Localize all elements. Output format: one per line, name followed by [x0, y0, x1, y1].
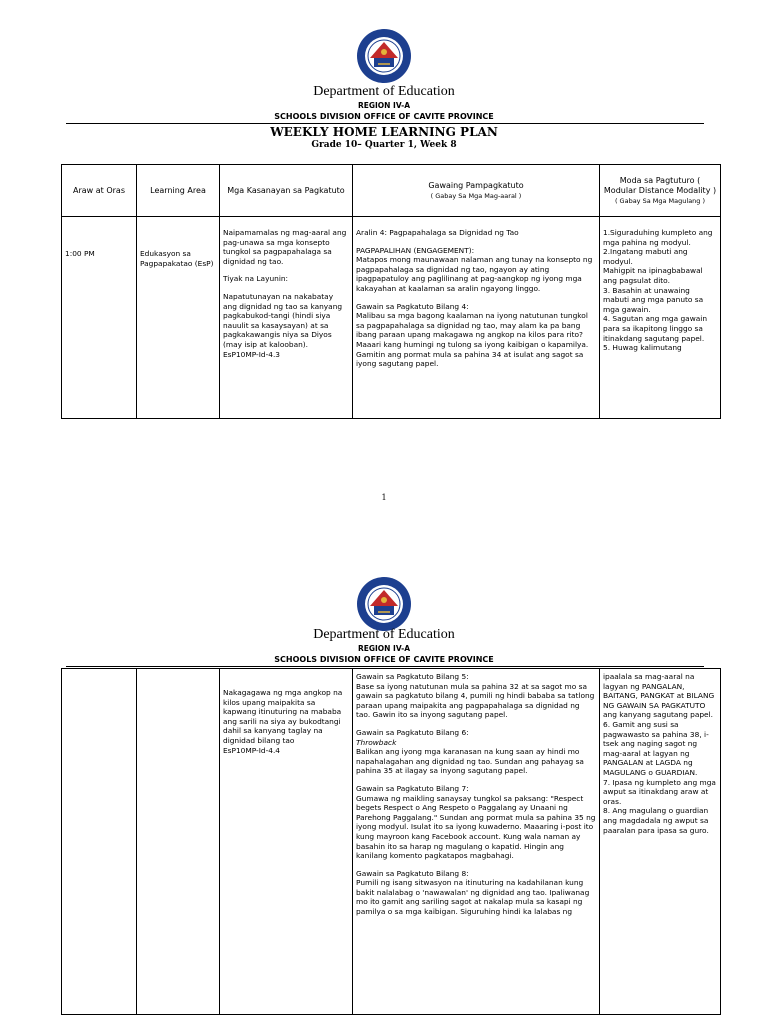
page-2 [0, 520, 768, 1024]
header-mode-sub: ( Gabay Sa Mga Magulang ) [614, 196, 706, 205]
mode-item: 7. Ipasa ng kumpleto ang mga awput sa itinakdang araw at oras. [603, 777, 716, 806]
header-activities-sub: ( Gabay Sa Mga Mag-aaral ) [430, 191, 522, 200]
header-skills: Mga Kasanayan sa Pagkatuto [220, 165, 353, 217]
division-label: SCHOOLS DIVISION OFFICE OF CAVITE PROVINCE [274, 655, 494, 664]
skills-cell [220, 217, 353, 419]
time-cell [62, 669, 137, 1015]
activity-heading: PAGPAPALIHAN (ENGAGEMENT): [356, 245, 475, 255]
skill-objective-label: Tiyak na Layunin: [223, 274, 289, 284]
region-label: REGION IV-A [357, 644, 411, 653]
activity-heading: Gawain sa Pagkatuto Bilang 8: [356, 868, 469, 878]
mode-item: 4. Sagutan ang mga gawain para sa ikapitong linggo sa itinakdang sagutang papel. [603, 314, 708, 343]
learning-area-cell [137, 669, 220, 1015]
mode-cell [600, 217, 721, 419]
mode-item: 2.Ingatang mabuti ang modyul. [603, 247, 688, 266]
header-mode [600, 165, 721, 217]
activity-heading: Gawain sa Pagkatuto Bilang 5: [356, 672, 469, 681]
mode-item: Mahigpit na ipinagbabawal ang pagsulat dito. [603, 266, 703, 285]
activity-body: Base sa iyong natutunan mula sa pahina 32 at sa sagot mo sa gawain sa pagkatuto bilang 4, pumili ng hindi bababa sa tatlong paraan upang maipakita ang pagpapahalaga sa dignidad ng tao. Gawin ito sa inyong sagutang papel. [356, 681, 595, 720]
skill-text: Napatutunayan na nakabatay ang dignidad ng tao sa kanyang pagkabukod-tangi (hindi siya nauulit sa kasaysayan) at sa pagkakawangis niya sa Diyos [223, 291, 343, 340]
activity-body: Balikan ang iyong mga karanasan na kung saan ay hindi mo napahalagahan ang dignidad ng tao. Sundan ang pahayag sa pahina 35 at ilagay sa inyong sagutang papel. [356, 747, 584, 776]
activity-body: Malibau sa mga bagong kaalaman na iyong natutunan tungkol sa pagpapahalaga sa dignidad ng tao, may alam ka pa bang ibang paraan upang makagawa ng angkop na kilos para rito? Maaari kang humingi ng tulong sa iyong kaibigan o kapamilya. Gamitin ang pormat mula sa pahina 34 at isulat ang sagot sa iyong sagutang papel. [356, 311, 589, 369]
region-label: REGION IV-A [357, 101, 411, 110]
learning-area-cell: Edukasyon sa Pagpapakatao (EsP) [137, 217, 220, 419]
mode-item: 3. Basahin at unawaing mabuti ang mga panuto sa mga gawain. [603, 285, 704, 314]
skill-text: Naipamamalas ng mag-aaral ang pag-unawa sa mga konsepto tungkol sa pagpapahalaga sa dignidad ng tao. [223, 228, 347, 266]
activity-subheading: Throwback [356, 737, 397, 747]
learning-plan-table-continued [61, 668, 721, 1015]
lesson-title: Aralin 4: Pagpapahalaga sa Dignidad ng Tao [356, 228, 519, 237]
header-learning-area: Learning Area [137, 165, 220, 217]
activities-cell [353, 217, 600, 419]
mode-item: 6. Gamit ang susi sa pagwawasto sa pahina 38, i-tsek ang naging sagot ng mag-aaral at lagyan ng PANGALAN at LAGDA ng MAGULANG o GUARDIAN. [603, 719, 709, 777]
header-activities [353, 165, 600, 217]
page-number: 1 [381, 493, 387, 502]
grade-quarter-label: Grade 10– Quarter 1, Week 8 [311, 140, 457, 150]
time-cell: 1:00 PM [62, 217, 137, 419]
division-label: SCHOOLS DIVISION OFFICE OF CAVITE PROVINCE [274, 112, 494, 121]
header-mode-main: Moda sa Pagtuturo ( Modular Distance Modality ) [603, 175, 717, 195]
activity-body: Gumawa ng maikling sanaysay tungkol sa paksang: "Respect begets Respect o Ang Respeto o Paggalang ay Unaani ng Parehong Paggalang." Sundan ang pormat mula sa pahina 35 ng iyong modyul. Isulat ito sa iyong kuwaderno. Maaaring i-post ito kung mayroon kang Facebook account. Kung wala naman ay basahin ito sa harap ng magulang o kapatid. Hingin ang kanilang komento pagkatapos magbahagi. [356, 793, 596, 861]
skill-code: EsP10MP-Id-4.4 [223, 745, 281, 755]
activity-heading: Gawain sa Pagkatuto Bilang 7: [356, 783, 469, 793]
table-row [62, 217, 721, 419]
mode-item: 8. Ang magulang o guardian ang magdadala ng awput sa paaralan para ipasa sa guro. [603, 806, 709, 835]
plan-title: WEEKLY HOME LEARNING PLAN [270, 125, 498, 139]
deped-seal-icon [356, 28, 412, 84]
mode-item: 1.Siguraduhing kumpleto ang mga pahina ng modyul. [603, 228, 713, 247]
header-activities-main: Gawaing Pampagkatuto [428, 180, 524, 190]
activity-body: Pumili ng isang sitwasyon na itinuturing na kadahilanan kung bakit nalalabag o 'nawawalan' ng dignidad ang tao. Ipaliwanag mo ito gamit ang sariling sagot at nakalap mula sa kasapi ng pamilya o sa mga kaibigan. Siguruhing hindi ka lalabas ng [356, 878, 590, 917]
activity-heading: Gawain sa Pagkatuto Bilang 4: [356, 301, 469, 311]
department-title: Department of Education [313, 84, 455, 99]
deped-seal-icon [356, 576, 412, 632]
skills-cell [220, 669, 353, 1015]
skill-text: (may isip at kalooban). [223, 339, 309, 349]
header-rule [66, 123, 704, 124]
activities-cell [353, 669, 600, 1015]
department-title: Department of Education [313, 627, 455, 642]
skill-code: EsP10MP-Id-4.3 [223, 349, 281, 359]
skill-text: Nakagagawa ng mga angkop na kilos upang maipakita sa kapwang itinuturing na mababa ang sarili na siya ay bukodtangi dahil sa kanyang taglay na dignidad bilang tao [223, 688, 343, 745]
header-day-time: Araw at Oras [62, 165, 137, 217]
table-row [62, 669, 721, 1015]
activity-heading: Gawain sa Pagkatuto Bilang 6: [356, 727, 469, 737]
mode-item: ipaalala sa mag-aaral na lagyan ng PANGALAN, BAITANG, PANGKAT at BILANG NG GAWAIN SA PAGKATUTO ang kanyang sagutang papel. [603, 672, 715, 720]
header-rule [66, 666, 704, 667]
learning-plan-table [61, 164, 721, 419]
table-header-row [62, 165, 721, 217]
mode-cell [600, 669, 721, 1015]
activity-body: Matapos mong maunawaan nalaman ang tunay na konsepto ng pagpapahalaga sa dignidad ng tao, ngayon ay ating ipagpapatuloy ang paglilinang at pag-aangkop ng iyong mga kakayahan at kaalaman sa aralin ngayong linggo. [356, 255, 593, 293]
mode-item: 5. Huwag kalimutang [603, 343, 682, 353]
